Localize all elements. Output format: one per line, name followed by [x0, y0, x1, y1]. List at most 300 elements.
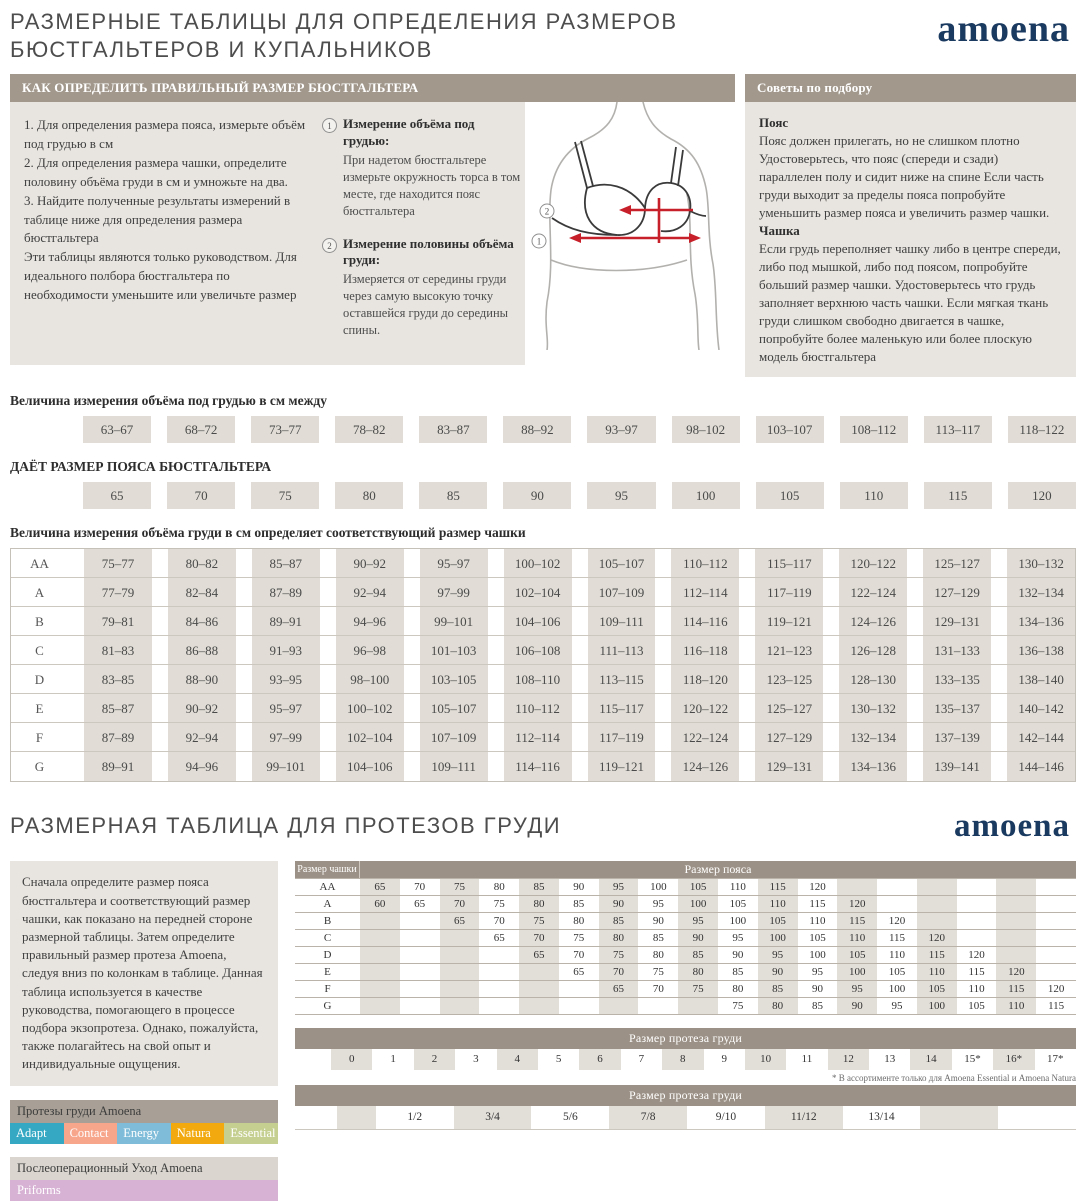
- cup-range-cell: 80–82: [168, 549, 236, 577]
- brand-logo: amoena: [954, 808, 1070, 845]
- band-size-cell: [519, 998, 559, 1014]
- band-size-matrix-row: [295, 997, 1076, 1015]
- cup-range-cell: 132–134: [839, 723, 907, 751]
- band-size-cell: 110: [888, 949, 906, 962]
- band-size-cell: 75: [652, 966, 664, 979]
- cup-label: C: [323, 932, 332, 945]
- cup-range-cell: 123–125: [755, 665, 823, 693]
- cup-label: B: [35, 614, 44, 630]
- tips-belt-title: Пояс: [759, 115, 789, 131]
- cup-range-cell: 139–141: [923, 752, 991, 781]
- circled-2-icon: 2: [322, 238, 337, 253]
- cup-range-cell: 110–112: [504, 694, 572, 722]
- cup-range-cell: 85–87: [252, 549, 320, 577]
- band-size-cell: 115: [1048, 1000, 1065, 1013]
- aftercare-header: Послеоперационный Уход Amoena: [10, 1157, 278, 1180]
- cup-range-cell: 134–136: [1007, 607, 1075, 635]
- band-size-cell: 115: [837, 913, 877, 929]
- band-size-cell: 100: [650, 881, 667, 894]
- cup-range-cell: 133–135: [923, 665, 991, 693]
- band-size-cell: 105: [758, 913, 798, 929]
- measure-item-underbust: [322, 116, 523, 219]
- band-size-cell: 80: [758, 998, 798, 1014]
- band-size-cell: 75: [599, 947, 639, 963]
- band-size-cell: 85: [758, 981, 798, 997]
- band-size-cell: 70: [652, 983, 664, 996]
- howto-section: [10, 74, 1076, 377]
- band-size-cell: [479, 947, 519, 963]
- cup-range-cell: 118–120: [671, 665, 739, 693]
- cup-range-cell: 119–121: [755, 607, 823, 635]
- priforms-chip: Priforms: [10, 1180, 278, 1201]
- howto-steps: [10, 102, 312, 365]
- prosthesis-size-cell: 16*: [993, 1049, 1034, 1070]
- cup-range-cell: 107–109: [588, 578, 656, 606]
- cup-range-cell: 84–86: [168, 607, 236, 635]
- cup-range-cell: 138–140: [1007, 665, 1075, 693]
- band-size-cell: 75: [573, 932, 585, 945]
- cup-range-cell: 89–91: [84, 752, 152, 781]
- band-size-cell: 95: [837, 981, 877, 997]
- aftercare-size-cell: 9/10: [715, 1111, 737, 1124]
- product-chip-natura: Natura: [171, 1123, 225, 1144]
- band-size-cell: 115: [924, 482, 992, 509]
- band-size-cell: [877, 879, 917, 895]
- cup-range-cell: 127–129: [923, 578, 991, 606]
- aftercare-size-cell: 13/14: [868, 1111, 895, 1124]
- figure-marker-1: 1: [536, 236, 542, 247]
- aftercare-size-cell: 1/2: [407, 1111, 423, 1124]
- cup-row: [11, 752, 1075, 781]
- prosthesis-size-cell: 7: [638, 1053, 645, 1066]
- cup-range-cell: 82–84: [168, 578, 236, 606]
- cup-range-cell: 112–114: [671, 578, 739, 606]
- prosthesis-size-cell: 8: [662, 1049, 703, 1070]
- band-size-cell: [400, 913, 440, 929]
- band-size-matrix-row: [295, 946, 1076, 963]
- band-size-cell: 105: [837, 947, 877, 963]
- prosthesis-size-cell: 12: [828, 1049, 869, 1070]
- cup-label: F: [324, 983, 331, 996]
- band-size-cell: 120: [968, 949, 985, 962]
- cup-range-cell: 95–97: [252, 694, 320, 722]
- band-size-cell: [519, 981, 559, 997]
- prosthesis-size-cell: 2: [414, 1049, 455, 1070]
- band-size-cell: 90: [503, 482, 571, 509]
- band-size-row: [10, 482, 1076, 509]
- cup-row: [11, 578, 1075, 607]
- band-size-cell: 90: [678, 930, 718, 946]
- products-header: Протезы груди Amoena: [10, 1100, 278, 1123]
- band-size-cell: [599, 998, 639, 1014]
- cup-range-cell: 134–136: [839, 752, 907, 781]
- prosthesis-size-cell: 5: [555, 1053, 562, 1066]
- cup-range-cell: 126–128: [839, 636, 907, 664]
- band-size-cell: 95: [652, 898, 664, 911]
- band-size-cell: 80: [599, 930, 639, 946]
- band-size-cell: 90: [652, 915, 664, 928]
- cup-label: AA: [319, 881, 336, 894]
- cup-range-cell: 124–126: [671, 752, 739, 781]
- prosthesis-size-cell: 17*: [1047, 1053, 1064, 1066]
- tips-header: Советы по подбору: [745, 74, 1076, 102]
- measure2-text: Измеряется от середины груди через самую высокую точку оставшейся груди до середины спины.: [343, 272, 509, 337]
- cup-range-cell: 114–116: [671, 607, 739, 635]
- band-size-cell: [996, 947, 1036, 963]
- cup-range-cell: 112–114: [504, 723, 572, 751]
- band-size-cell: [519, 964, 559, 980]
- band-size-cell: 65: [573, 966, 585, 979]
- underbust-cell: 78–82: [335, 416, 403, 443]
- cup-range-cell: 115–117: [755, 549, 823, 577]
- band-size-cell: 115: [968, 966, 985, 979]
- cup-range-cell: 102–104: [336, 723, 404, 751]
- cup-range-cell: 94–96: [336, 607, 404, 635]
- cup-range-cell: 97–99: [420, 578, 488, 606]
- page-header: [10, 8, 1076, 64]
- cup-range-cell: 119–121: [588, 752, 656, 781]
- cup-range-cell: 79–81: [84, 607, 152, 635]
- band-size-cell: 100: [917, 998, 957, 1014]
- cup-range-cell: 111–113: [588, 636, 656, 664]
- cup-range-cell: 109–111: [420, 752, 488, 781]
- prosthesis-size-cell: 13: [884, 1053, 896, 1066]
- underbust-heading: Величина измерения объёма под грудью в см между: [10, 393, 327, 409]
- band-size-matrix: [295, 878, 1076, 1015]
- band-size-cell: [559, 981, 599, 997]
- howto-panel: [10, 74, 735, 377]
- band-size-cell: 65: [440, 913, 480, 929]
- howto-step: Эти таблицы являются только руководством. Для идеального полбора бюстгальтера по необходимости уменьшите или увеличьте размер: [24, 249, 297, 302]
- band-size-cell: [678, 998, 718, 1014]
- cup-range-cell: 116–118: [671, 636, 739, 664]
- band-size-cell: 110: [837, 930, 877, 946]
- cup-range-cell: 103–105: [420, 665, 488, 693]
- band-size-cell: 120: [888, 915, 906, 928]
- band-size-cell: [360, 981, 400, 997]
- cup-range-cell: 131–133: [923, 636, 991, 664]
- band-size-cell: [479, 964, 519, 980]
- band-size-cell: 70: [599, 964, 639, 980]
- cup-range-cell: 113–115: [588, 665, 656, 693]
- cup-range-cell: 140–142: [1007, 694, 1075, 722]
- cup-range-cell: 125–127: [923, 549, 991, 577]
- cup-range-cell: 93–95: [252, 665, 320, 693]
- cup-label: AA: [30, 556, 49, 572]
- band-size-cell: 120: [1047, 983, 1065, 996]
- band-size-cell: 105: [917, 981, 957, 997]
- cup-label: G: [323, 1000, 332, 1013]
- cup-range-cell: 127–129: [755, 723, 823, 751]
- prosthesis-left-column: [10, 861, 278, 1200]
- spacer-cell: [337, 1106, 376, 1129]
- band-size-matrix-row: [295, 963, 1076, 980]
- underbust-cell: 73–77: [251, 416, 319, 443]
- cup-range-cell: 99–101: [420, 607, 488, 635]
- band-size-cell: 120: [917, 930, 957, 946]
- cup-range-cell: 108–110: [504, 665, 572, 693]
- product-chips-row: [10, 1123, 278, 1144]
- cup-range-cell: 144–146: [1007, 752, 1075, 781]
- underbust-cell: 113–117: [924, 416, 992, 443]
- band-size-cell: [440, 947, 480, 963]
- product-chip-contact: Contact: [64, 1123, 118, 1144]
- spacer-cell: [295, 1049, 331, 1070]
- cup-label: D: [34, 672, 45, 688]
- prosthesis-size-header: Размер протеза груди: [295, 1028, 1076, 1049]
- band-size-cell: 80: [519, 896, 559, 912]
- band-size-cell: 70: [493, 915, 505, 928]
- band-size-cell: 95: [732, 932, 744, 945]
- band-size-cell: [996, 913, 1036, 929]
- cup-row: [11, 549, 1075, 578]
- cup-range-cell: 102–104: [504, 578, 572, 606]
- band-size-cell: 65: [599, 981, 639, 997]
- band-size-cell: [1036, 879, 1076, 895]
- band-size-cell: 100: [809, 949, 826, 962]
- tips-belt-text: Пояс должен прилегать, но не слишком плотно Удостоверьтесь, что пояс (спереди и сзади) параллелен полу и сидит ниже на спине Если часть груди выходит за пределы пояса попробуйте уменьшить размер пояса и увеличить размер чашки.: [759, 133, 1050, 220]
- cup-label: B: [323, 915, 332, 928]
- band-size-cell: 95: [678, 913, 718, 929]
- circled-1-icon: 1: [322, 118, 337, 133]
- band-size-cell: 95: [587, 482, 655, 509]
- section2-title: РАЗМЕРНАЯ ТАБЛИЦА ДЛЯ ПРОТЕЗОВ ГРУДИ: [10, 812, 562, 838]
- cup-size-table: [10, 548, 1076, 782]
- band-size-cell: [400, 930, 440, 946]
- bra-measurement-illustration: [525, 102, 735, 365]
- band-size-matrix-row: [295, 878, 1076, 895]
- band-size-cell: 115: [917, 947, 957, 963]
- band-size-cell: 70: [519, 930, 559, 946]
- band-size-cell: 120: [1008, 482, 1076, 509]
- cup-range-cell: 137–139: [923, 723, 991, 751]
- band-size-cell: 85: [519, 879, 559, 895]
- band-size-cell: 105: [756, 482, 824, 509]
- prosthesis-size-cell: 14: [910, 1049, 951, 1070]
- cup-range-cell: 88–90: [168, 665, 236, 693]
- measure1-text: При надетом бюстгальтере измерьте окружность торса в том месте, где находится пояс бюстгальтера: [343, 153, 521, 218]
- band-size-cell: 65: [83, 482, 151, 509]
- underbust-cell: 118–122: [1008, 416, 1076, 443]
- band-size-cell: 75: [251, 482, 319, 509]
- prosthesis-size-cell: 15*: [964, 1053, 981, 1066]
- cup-range-cell: 81–83: [84, 636, 152, 664]
- product-chip-energy: Energy: [117, 1123, 171, 1144]
- band-size-cell: [957, 879, 997, 895]
- band-size-cell: [479, 981, 519, 997]
- band-size-cell: 85: [573, 898, 585, 911]
- cup-range-cell: 117–119: [755, 578, 823, 606]
- cup-range-cell: 100–102: [336, 694, 404, 722]
- cup-range-cell: 128–130: [839, 665, 907, 693]
- band-size-cell: [917, 896, 957, 912]
- cup-row: [11, 607, 1075, 636]
- howto-step: 1. Для определения размера пояса, измерьте объём под грудью в см: [24, 117, 306, 152]
- measure1-title: Измерение объёма под грудью:: [343, 116, 475, 149]
- cup-range-cell: 77–79: [84, 578, 152, 606]
- cup-label: F: [35, 730, 44, 746]
- band-size-cell: 70: [573, 949, 585, 962]
- underbust-cell: 93–97: [587, 416, 655, 443]
- cup-range-cell: 89–91: [252, 607, 320, 635]
- band-size-cell: 80: [573, 915, 585, 928]
- band-size-cell: 95: [891, 1000, 903, 1013]
- band-size-cell: 90: [732, 949, 744, 962]
- cup-label: E: [324, 966, 331, 979]
- band-size-cell: 110: [996, 998, 1036, 1014]
- cup-range-cell: 91–93: [252, 636, 320, 664]
- band-size-cell: [440, 930, 480, 946]
- band-size-cell: [638, 998, 678, 1014]
- cup-range-cell: 87–89: [252, 578, 320, 606]
- cup-range-cell: 86–88: [168, 636, 236, 664]
- cup-size-column-header: Размер чашки: [295, 861, 360, 878]
- cup-label: C: [35, 643, 44, 659]
- band-size-matrix-row: [295, 929, 1076, 946]
- band-size-cell: 75: [493, 898, 505, 911]
- band-size-cell: 75: [732, 1000, 744, 1013]
- cup-row: [11, 665, 1075, 694]
- band-size-cell: [996, 896, 1036, 912]
- band-size-cell: [837, 879, 877, 895]
- cup-range-cell: 94–96: [168, 752, 236, 781]
- cup-row: [11, 636, 1075, 665]
- band-size-cell: 65: [414, 898, 426, 911]
- prosthesis-size-cell: 9: [721, 1053, 727, 1066]
- band-size-cell: [1036, 930, 1076, 946]
- band-size-cell: 85: [678, 947, 718, 963]
- cup-range-cell: 130–132: [839, 694, 907, 722]
- band-size-cell: 85: [652, 932, 664, 945]
- band-size-cell: [440, 964, 480, 980]
- howto-step: 3. Найдите полученные результаты измерений в таблице ниже для определения размера бюстгальтера: [24, 192, 291, 246]
- cup-range-cell: 110–112: [671, 549, 739, 577]
- cup-range-cell: 121–123: [755, 636, 823, 664]
- underbust-cell: 68–72: [167, 416, 235, 443]
- band-size-matrix-row: [295, 912, 1076, 929]
- band-size-cell: 90: [758, 964, 798, 980]
- prosthesis-size-cell: 0: [331, 1049, 372, 1070]
- cup-label: D: [323, 949, 332, 962]
- underbust-row: [10, 416, 1076, 443]
- aftercare-size-cell: 3/4: [454, 1106, 532, 1129]
- band-size-cell: 110: [809, 915, 826, 928]
- underbust-spacer: [10, 416, 67, 443]
- underbust-cell: 83–87: [419, 416, 487, 443]
- band-size-cell: 65: [360, 879, 400, 895]
- band-size-cell: 110: [729, 881, 746, 894]
- band-size-cell: [957, 896, 997, 912]
- band-size-cell: 65: [519, 947, 559, 963]
- band-size-cell: 115: [888, 932, 906, 945]
- cup-range-cell: 122–124: [839, 578, 907, 606]
- band-size-cell: [400, 998, 440, 1014]
- cup-label: A: [34, 585, 45, 601]
- band-size-cell: 80: [335, 482, 403, 509]
- cup-range-cell: 117–119: [588, 723, 656, 751]
- prosthesis-size-cell: 6: [579, 1049, 620, 1070]
- cup-range-cell: 120–122: [671, 694, 739, 722]
- footnote: * В ассортименте только для Amoena Essential и Amoena Natura: [832, 1073, 1076, 1084]
- band-size-cell: [360, 964, 400, 980]
- cup-range-cell: 114–116: [504, 752, 572, 781]
- page-title: [10, 8, 678, 64]
- band-size-cell: [479, 998, 519, 1014]
- cup-range-cell: 120–122: [839, 549, 907, 577]
- band-size-cell: 75: [519, 913, 559, 929]
- band-size-cell: [440, 981, 480, 997]
- cup-range-cell: 122–124: [671, 723, 739, 751]
- cup-range-cell: 106–108: [504, 636, 572, 664]
- band-size-cell: 70: [440, 896, 480, 912]
- band-size-header: Размер пояса: [684, 862, 752, 877]
- band-size-cell: [360, 998, 400, 1014]
- band-size-cell: [360, 947, 400, 963]
- underbust-cell: 103–107: [756, 416, 824, 443]
- cup-range-cell: 109–111: [588, 607, 656, 635]
- cup-label: A: [323, 898, 332, 911]
- prosthesis-size-cell: 4: [497, 1049, 538, 1070]
- band-size-cell: 115: [809, 898, 826, 911]
- prosthesis-section: [10, 861, 1076, 1200]
- band-size-cell: 110: [758, 896, 798, 912]
- cup-range-cell: 125–127: [755, 694, 823, 722]
- cup-range-cell: 97–99: [252, 723, 320, 751]
- band-size-cell: 90: [573, 881, 585, 894]
- band-size-cell: [559, 998, 599, 1014]
- figure-marker-2: 2: [544, 206, 550, 217]
- tips-panel: [745, 74, 1076, 377]
- product-chip-essential: Essential: [224, 1123, 278, 1144]
- band-size-cell: [1036, 913, 1076, 929]
- howto-body: [10, 102, 735, 365]
- tips-cup-title: Чашка: [759, 222, 800, 238]
- cup-range-cell: 105–107: [420, 694, 488, 722]
- band-size-cell: [400, 964, 440, 980]
- cup-range-cell: 85–87: [84, 694, 152, 722]
- cup-range-cell: 101–103: [420, 636, 488, 664]
- prosthesis-intro: Сначала определите размер пояса бюстгальтера и соответствующий размер чашки, как показано на передней стороне размерной таблицы. Затем определите правильный размер протеза Amoena, следуя вниз по колонкам в таблице. Данная таблица используется в качестве руководства, помогающего в процессе подбора экзопротеза. Однако, пожалуйста, также полагайтесь на свой опыт и индивидуальные ощущения.: [10, 861, 278, 1085]
- band-size-cell: [996, 930, 1036, 946]
- band-size-matrix-row: [295, 895, 1076, 912]
- cup-range-cell: 90–92: [336, 549, 404, 577]
- band-size-cell: 90: [837, 998, 877, 1014]
- cup-range-cell: 105–107: [588, 549, 656, 577]
- cup-range-cell: 104–106: [336, 752, 404, 781]
- band-size-cell: 105: [729, 898, 747, 911]
- underbust-cell: 108–112: [840, 416, 908, 443]
- band-size-cell: 105: [809, 932, 826, 945]
- band-size-cell: [360, 930, 400, 946]
- band-size-cell: 105: [968, 1000, 985, 1013]
- cup-range-cell: 83–85: [84, 665, 152, 693]
- cup-range-cell: 135–137: [923, 694, 991, 722]
- band-size-cell: 110: [968, 983, 985, 996]
- band-size-cell: [957, 913, 997, 929]
- cup-range-cell: 95–97: [420, 549, 488, 577]
- cup-label: E: [35, 701, 44, 717]
- cup-table-heading: Величина измерения объёма груди в см определяет соответствующий размер чашки: [10, 525, 526, 541]
- cup-range-cell: 129–131: [755, 752, 823, 781]
- spacer-cell: [295, 1106, 337, 1129]
- band-size-cell: [440, 998, 480, 1014]
- band-size-cell: 85: [732, 966, 744, 979]
- aftercare-size-header: Размер протеза груди: [295, 1085, 1076, 1106]
- cup-range-cell: 104–106: [504, 607, 572, 635]
- cup-range-cell: 96–98: [336, 636, 404, 664]
- band-size-cell: 95: [758, 947, 798, 963]
- band-size-cell: [917, 879, 957, 895]
